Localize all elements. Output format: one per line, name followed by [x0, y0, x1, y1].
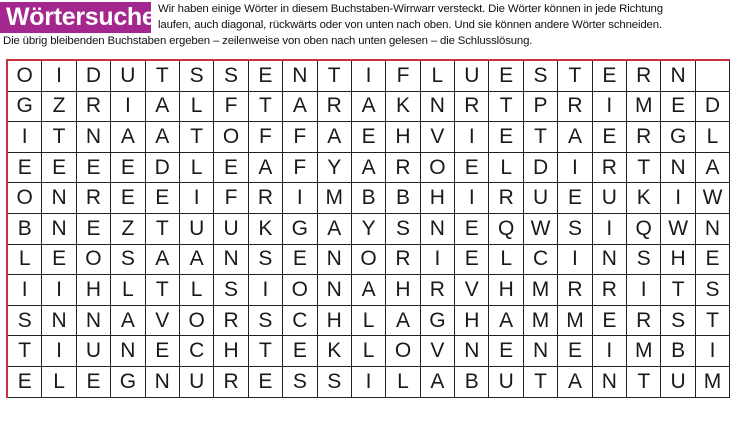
letter-cell[interactable]: A [558, 367, 592, 398]
letter-cell[interactable]: N [593, 367, 627, 398]
letter-cell[interactable]: N [524, 336, 558, 367]
letter-cell[interactable]: B [8, 214, 42, 245]
letter-cell[interactable]: T [318, 61, 352, 92]
letter-cell[interactable]: S [214, 61, 248, 92]
letter-cell[interactable]: U [77, 336, 111, 367]
letter-cell[interactable]: T [249, 92, 283, 123]
letter-cell[interactable]: I [593, 214, 627, 245]
letter-cell[interactable]: W [661, 214, 695, 245]
letter-cell[interactable]: E [455, 245, 489, 276]
letter-cell[interactable]: F [214, 92, 248, 123]
letter-cell[interactable]: L [352, 306, 386, 337]
letter-cell[interactable]: R [249, 183, 283, 214]
letter-cell[interactable]: E [455, 214, 489, 245]
letter-cell[interactable]: R [77, 92, 111, 123]
letter-cell[interactable]: G [421, 306, 455, 337]
letter-cell[interactable]: O [8, 183, 42, 214]
letter-cell[interactable]: M [627, 92, 661, 123]
letter-cell[interactable]: Z [111, 214, 145, 245]
letter-cell[interactable]: L [421, 61, 455, 92]
letter-cell[interactable]: O [421, 153, 455, 184]
letter-cell[interactable]: I [352, 61, 386, 92]
letter-cell[interactable]: I [558, 153, 592, 184]
letter-cell[interactable]: L [352, 336, 386, 367]
letter-cell[interactable]: R [77, 183, 111, 214]
letter-cell[interactable]: S [661, 306, 695, 337]
grid-row [8, 122, 730, 153]
letter-cell[interactable]: H [661, 245, 695, 276]
letter-cell[interactable]: F [249, 122, 283, 153]
letter-cell[interactable]: H [489, 275, 523, 306]
letter-cell[interactable]: C [180, 336, 214, 367]
letter-cell[interactable]: V [421, 336, 455, 367]
letter-cell[interactable]: E [111, 183, 145, 214]
letter-cell[interactable]: E [558, 183, 592, 214]
letter-cell[interactable]: L [8, 245, 42, 276]
letter-cell[interactable]: S [318, 367, 352, 398]
letter-cell[interactable]: N [77, 122, 111, 153]
letter-cell[interactable]: H [318, 306, 352, 337]
letter-cell[interactable]: I [8, 122, 42, 153]
instructions-line-3: Die übrig bleibenden Buchstaben ergeben – zeilenweise von oben nach unten gelesen – die Schlusslösung. [3, 35, 533, 47]
letter-cell[interactable]: R [386, 153, 420, 184]
letter-cell[interactable]: R [627, 61, 661, 92]
letter-cell[interactable]: I [180, 183, 214, 214]
letter-cell[interactable]: A [146, 92, 180, 123]
letter-cell[interactable]: T [146, 61, 180, 92]
letter-cell[interactable]: S [283, 367, 317, 398]
letter-cell[interactable]: D [146, 153, 180, 184]
letter-cell[interactable]: Y [352, 214, 386, 245]
letter-cell[interactable]: N [283, 61, 317, 92]
letter-cell[interactable]: N [146, 367, 180, 398]
grid-row [8, 183, 730, 214]
letter-cell[interactable]: N [214, 245, 248, 276]
letter-cell[interactable]: T [42, 122, 76, 153]
letter-cell[interactable]: A [386, 306, 420, 337]
letter-cell[interactable]: T [558, 61, 592, 92]
letter-cell[interactable]: L [42, 367, 76, 398]
letter-cell[interactable]: K [386, 92, 420, 123]
letter-cell[interactable]: I [42, 61, 76, 92]
letter-cell[interactable]: A [352, 153, 386, 184]
letter-cell[interactable]: T [8, 336, 42, 367]
letter-cell[interactable]: E [283, 336, 317, 367]
letter-cell[interactable]: R [558, 275, 592, 306]
instructions-text [0, 0, 750, 52]
letter-cell[interactable]: R [318, 92, 352, 123]
letter-cell[interactable]: V [146, 306, 180, 337]
grid-row [8, 61, 730, 92]
letter-cell[interactable]: G [8, 92, 42, 123]
letter-cell[interactable]: T [146, 275, 180, 306]
letter-cell[interactable]: I [249, 275, 283, 306]
letter-cell[interactable] [696, 61, 730, 92]
letter-cell[interactable]: S [627, 245, 661, 276]
letter-cell[interactable]: T [524, 367, 558, 398]
grid-row [8, 336, 730, 367]
letter-cell[interactable]: W [524, 214, 558, 245]
letter-cell[interactable]: G [111, 367, 145, 398]
letter-cell[interactable]: E [593, 306, 627, 337]
letter-cell[interactable]: N [42, 214, 76, 245]
letter-cell[interactable]: L [180, 153, 214, 184]
grid-row [8, 367, 730, 398]
letter-cell[interactable]: W [696, 183, 730, 214]
letter-cell[interactable]: R [214, 306, 248, 337]
letter-cell[interactable]: T [489, 92, 523, 123]
letter-cell[interactable]: M [696, 367, 730, 398]
letter-cell[interactable]: N [421, 214, 455, 245]
letter-cell[interactable]: I [627, 275, 661, 306]
letter-cell[interactable]: E [249, 367, 283, 398]
letter-cell[interactable]: S [249, 245, 283, 276]
letter-cell[interactable]: Q [627, 214, 661, 245]
letter-cell[interactable]: U [489, 367, 523, 398]
letter-cell[interactable]: H [77, 275, 111, 306]
letter-cell[interactable]: L [386, 367, 420, 398]
word-search-grid [6, 59, 730, 398]
letter-cell[interactable]: I [42, 336, 76, 367]
letter-cell[interactable]: N [661, 61, 695, 92]
letter-cell[interactable]: A [489, 306, 523, 337]
letter-cell[interactable]: K [318, 336, 352, 367]
letter-cell[interactable]: E [661, 92, 695, 123]
letter-cell[interactable]: A [352, 275, 386, 306]
letter-cell[interactable]: B [455, 367, 489, 398]
letter-cell[interactable]: U [214, 214, 248, 245]
letter-cell[interactable]: E [42, 245, 76, 276]
letter-cell[interactable]: U [593, 183, 627, 214]
letter-cell[interactable]: E [8, 153, 42, 184]
letter-cell[interactable]: S [180, 61, 214, 92]
letter-cell[interactable]: E [352, 122, 386, 153]
letter-cell[interactable]: Y [318, 153, 352, 184]
letter-cell[interactable]: D [524, 153, 558, 184]
puzzle-title: Wörtersuchen [0, 2, 151, 33]
letter-cell[interactable]: I [352, 367, 386, 398]
letter-cell[interactable]: I [558, 245, 592, 276]
instructions-line-2: laufen, auch diagonal, rückwärts oder von unten nach oben. Und sie können andere Wörter schneiden. [158, 19, 662, 31]
letter-cell[interactable]: R [593, 275, 627, 306]
letter-cell[interactable]: E [111, 153, 145, 184]
letter-cell[interactable]: L [489, 153, 523, 184]
letter-cell[interactable]: S [524, 61, 558, 92]
letter-cell[interactable]: I [283, 183, 317, 214]
letter-cell[interactable]: G [661, 122, 695, 153]
letter-cell[interactable]: R [558, 92, 592, 123]
letter-cell[interactable]: E [77, 153, 111, 184]
letter-cell[interactable]: U [111, 61, 145, 92]
letter-cell[interactable]: T [146, 214, 180, 245]
letter-cell[interactable]: E [77, 367, 111, 398]
letter-cell[interactable]: U [180, 214, 214, 245]
letter-cell[interactable]: E [489, 61, 523, 92]
letter-cell[interactable]: E [77, 214, 111, 245]
letter-cell[interactable]: L [489, 245, 523, 276]
letter-cell[interactable]: H [214, 336, 248, 367]
letter-cell[interactable]: U [455, 61, 489, 92]
letter-cell[interactable]: D [77, 61, 111, 92]
letter-cell[interactable]: C [524, 245, 558, 276]
grid-row [8, 92, 730, 123]
letter-cell[interactable]: U [180, 367, 214, 398]
grid-row [8, 275, 730, 306]
letter-cell[interactable]: Z [42, 92, 76, 123]
letter-cell[interactable]: A [421, 367, 455, 398]
letter-cell[interactable]: E [146, 336, 180, 367]
letter-cell[interactable]: S [8, 306, 42, 337]
letter-cell[interactable]: R [386, 245, 420, 276]
letter-cell[interactable]: M [318, 183, 352, 214]
letter-cell[interactable]: R [489, 183, 523, 214]
letter-cell[interactable]: E [146, 183, 180, 214]
letter-cell[interactable]: N [42, 183, 76, 214]
letter-cell[interactable]: U [524, 183, 558, 214]
letter-cell[interactable]: E [8, 367, 42, 398]
letter-cell[interactable]: H [386, 275, 420, 306]
letter-cell[interactable]: S [111, 245, 145, 276]
letter-cell[interactable]: R [627, 306, 661, 337]
letter-cell[interactable]: E [489, 336, 523, 367]
letter-cell[interactable]: G [283, 214, 317, 245]
letter-cell[interactable]: R [593, 153, 627, 184]
instructions-line-1: Wir haben einige Wörter in diesem Buchstaben-Wirrwarr versteckt. Die Wörter können in jede Richtung [158, 3, 663, 15]
letter-cell[interactable]: A [696, 153, 730, 184]
letter-cell[interactable]: T [180, 122, 214, 153]
letter-cell[interactable]: F [214, 183, 248, 214]
letter-cell[interactable]: A [318, 122, 352, 153]
letter-cell[interactable]: A [111, 122, 145, 153]
letter-cell[interactable]: N [593, 245, 627, 276]
letter-cell[interactable]: A [558, 122, 592, 153]
letter-cell[interactable]: Q [489, 214, 523, 245]
letter-cell[interactable]: T [661, 275, 695, 306]
grid-row [8, 245, 730, 276]
letter-cell[interactable]: F [283, 153, 317, 184]
letter-cell[interactable]: A [283, 92, 317, 123]
letter-cell[interactable]: N [661, 153, 695, 184]
letter-cell[interactable]: I [593, 336, 627, 367]
letter-cell[interactable]: E [42, 153, 76, 184]
letter-cell[interactable]: O [180, 306, 214, 337]
letter-cell[interactable]: N [696, 214, 730, 245]
grid-row [8, 214, 730, 245]
letter-cell[interactable]: O [352, 245, 386, 276]
letter-cell[interactable]: H [455, 306, 489, 337]
letter-cell[interactable]: S [249, 306, 283, 337]
letter-cell[interactable]: I [111, 92, 145, 123]
letter-cell[interactable]: N [77, 306, 111, 337]
letter-cell[interactable]: A [249, 153, 283, 184]
letter-cell[interactable]: B [352, 183, 386, 214]
letter-cell[interactable]: K [249, 214, 283, 245]
letter-cell[interactable]: I [455, 183, 489, 214]
letter-cell[interactable]: R [627, 122, 661, 153]
letter-cell[interactable]: S [558, 214, 592, 245]
letter-cell[interactable]: T [627, 153, 661, 184]
letter-cell[interactable]: M [558, 306, 592, 337]
letter-cell[interactable]: L [180, 92, 214, 123]
letter-cell[interactable]: N [111, 336, 145, 367]
letter-cell[interactable]: E [455, 153, 489, 184]
letter-cell[interactable]: L [180, 275, 214, 306]
letter-cell[interactable]: M [627, 336, 661, 367]
letter-cell[interactable]: O [386, 336, 420, 367]
letter-cell[interactable]: R [455, 92, 489, 123]
letter-cell[interactable]: I [42, 275, 76, 306]
letter-cell[interactable]: E [214, 153, 248, 184]
letter-cell[interactable]: I [455, 122, 489, 153]
letter-cell[interactable]: V [421, 122, 455, 153]
letter-cell[interactable]: A [111, 306, 145, 337]
letter-cell[interactable]: N [318, 275, 352, 306]
letter-cell[interactable]: M [524, 306, 558, 337]
letter-cell[interactable]: O [8, 61, 42, 92]
letter-cell[interactable]: T [524, 122, 558, 153]
grid-row [8, 306, 730, 337]
letter-cell[interactable]: A [146, 122, 180, 153]
letter-cell[interactable]: I [661, 183, 695, 214]
letter-cell[interactable]: R [214, 367, 248, 398]
letter-cell[interactable]: O [214, 122, 248, 153]
letter-cell[interactable]: S [696, 275, 730, 306]
letter-cell[interactable]: T [249, 336, 283, 367]
letter-cell[interactable]: A [146, 245, 180, 276]
letter-cell[interactable]: N [421, 92, 455, 123]
letter-cell[interactable]: I [593, 92, 627, 123]
letter-cell[interactable]: K [627, 183, 661, 214]
letter-cell[interactable]: A [318, 214, 352, 245]
letter-cell[interactable]: A [352, 92, 386, 123]
letter-cell[interactable]: F [283, 122, 317, 153]
grid-row [8, 153, 730, 184]
letter-cell[interactable]: F [386, 61, 420, 92]
letter-cell[interactable]: U [661, 367, 695, 398]
letter-cell[interactable]: L [696, 122, 730, 153]
letter-cell[interactable]: B [386, 183, 420, 214]
letter-cell[interactable]: S [214, 275, 248, 306]
letter-cell[interactable]: E [249, 61, 283, 92]
letter-cell[interactable]: V [455, 275, 489, 306]
letter-cell[interactable]: N [42, 306, 76, 337]
letter-cell[interactable]: O [283, 275, 317, 306]
letter-cell[interactable]: O [77, 245, 111, 276]
letter-cell[interactable]: T [696, 306, 730, 337]
letter-cell[interactable]: E [489, 122, 523, 153]
letter-cell[interactable]: C [283, 306, 317, 337]
letter-cell[interactable]: E [696, 245, 730, 276]
letter-cell[interactable]: H [386, 122, 420, 153]
letter-cell[interactable]: B [661, 336, 695, 367]
letter-cell[interactable]: N [455, 336, 489, 367]
letter-cell[interactable]: R [421, 275, 455, 306]
letter-cell[interactable]: E [593, 61, 627, 92]
letter-cell[interactable]: L [111, 275, 145, 306]
letter-cell[interactable]: T [627, 367, 661, 398]
letter-cell[interactable]: E [593, 122, 627, 153]
letter-cell[interactable]: E [558, 336, 592, 367]
letter-cell[interactable]: I [8, 275, 42, 306]
letter-cell[interactable]: I [696, 336, 730, 367]
letter-cell[interactable]: E [283, 245, 317, 276]
letter-cell[interactable]: H [421, 183, 455, 214]
letter-cell[interactable]: D [696, 92, 730, 123]
letter-cell[interactable]: N [318, 245, 352, 276]
letter-cell[interactable]: S [386, 214, 420, 245]
letter-cell[interactable]: M [524, 275, 558, 306]
letter-cell[interactable]: A [180, 245, 214, 276]
letter-cell[interactable]: P [524, 92, 558, 123]
letter-cell[interactable]: I [421, 245, 455, 276]
